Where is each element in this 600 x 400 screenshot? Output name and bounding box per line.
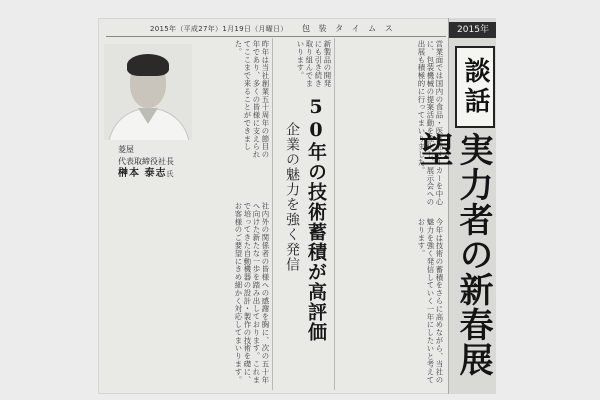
article-body-column: 昨年は当社創業五十周年の節目の年であり、多くの皆様に支えられてここまで来ることができました。 <box>234 40 270 159</box>
headline: 50年の技術蓄積が高評価 <box>305 96 327 342</box>
article-body-column: 社内外の関係者の皆様への感謝を胸に、次の五十年へ向けた新たな一歩を踏み出しております。これまで培ってきた自動機器の設計・製作の技術を礎に、お客様のご要望にきめ細かく対応してまいります。 <box>234 202 270 384</box>
column-divider <box>334 38 335 390</box>
company-name: 菱屋 <box>118 145 134 154</box>
column-divider <box>272 38 273 390</box>
headline-block <box>274 96 334 392</box>
publication-name: 包 装 タ イ ム ス <box>302 24 396 33</box>
newspaper-clipping <box>98 18 496 394</box>
article-body-column: 営業面では国内の食品・医薬品メーカーを中心に、包装機械の提案活動を強化し、展示会への出展も積極的に行ってまいりました。 <box>417 40 444 206</box>
person-title: 代表取締役社長 <box>118 157 174 166</box>
issue-date: 2015年（平成27年）1月19日（月曜日） <box>150 25 288 33</box>
person-name: 榊本 泰志 <box>118 168 167 179</box>
article-body-column: 新製品の開発にも引き続き取り組んでまいります。 <box>296 40 332 88</box>
portrait-photo <box>104 44 192 140</box>
subheadline: 企業の魅力を強く発信 <box>284 122 300 272</box>
photo-caption <box>118 144 198 180</box>
article-body-column: 今年は技術の蓄積をさらに高めながら、当社の魅力を強く発信していく一年にしたいと考えております。 <box>417 218 444 384</box>
masthead <box>106 20 446 37</box>
banner-year: 2015年 <box>449 22 496 38</box>
banner-title: 実力者の新春展望 <box>413 132 493 377</box>
honorific: 氏 <box>166 170 174 178</box>
banner-label: 談話 <box>455 46 495 128</box>
